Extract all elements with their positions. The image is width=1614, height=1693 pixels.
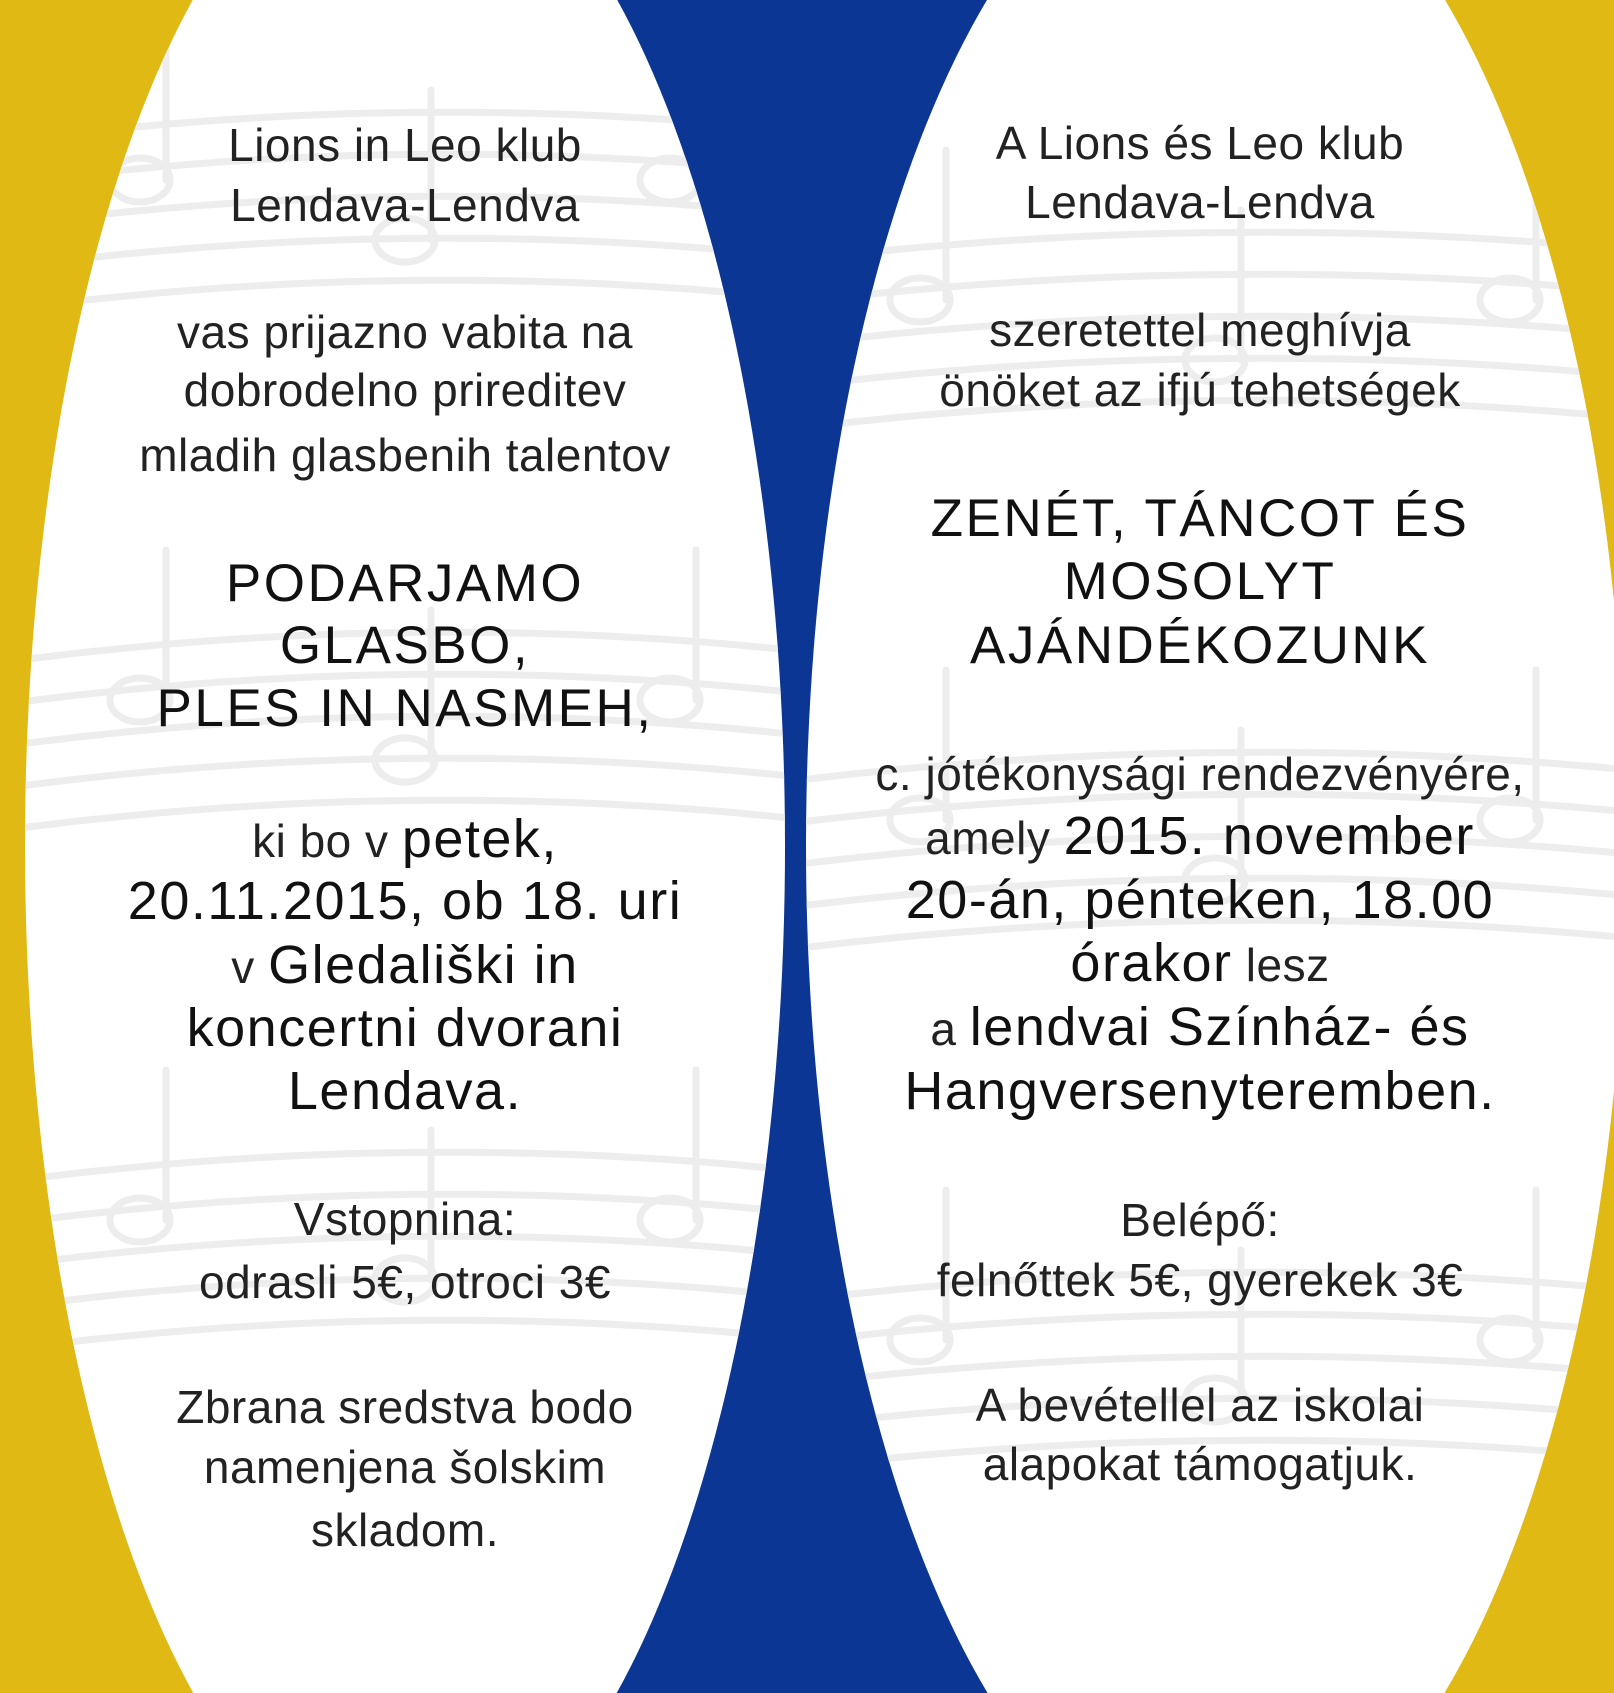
event-title-line3: AJÁNDÉKOZUNK xyxy=(970,616,1430,675)
where-prefix: a xyxy=(930,1003,970,1055)
ticket-prices: felnőttek 5€, gyerekek 3€ xyxy=(936,1254,1464,1306)
when-prefix: amely xyxy=(925,812,1064,864)
event-title-line2: GLASBO, xyxy=(279,616,531,675)
when-day: petek, xyxy=(401,809,558,869)
event-when-line1 xyxy=(865,805,1535,867)
event-name-line: c. jótékonysági rendezvényére, xyxy=(875,748,1525,800)
event-title-line1: ZENÉT, TÁNCOT ÉS xyxy=(930,489,1470,548)
event-title-line1: PODARJAMO xyxy=(225,554,585,613)
ticket-label: Vstopnina: xyxy=(293,1193,517,1245)
invite-line1: szeretettel meghívja xyxy=(989,304,1411,356)
where-prefix: v xyxy=(231,941,269,993)
event-where-line1 xyxy=(75,934,735,996)
ticket-prices: odrasli 5€, otroci 3€ xyxy=(199,1256,611,1308)
when-prefix: ki bo v xyxy=(252,815,402,867)
ticket-label: Belépő: xyxy=(1120,1194,1280,1246)
event-title-line3: PLES IN NASMEH, xyxy=(156,679,654,738)
event-when-line1 xyxy=(75,808,735,870)
invite-line2: önöket az ifjú tehetségek xyxy=(939,364,1461,416)
event-datetime: 20.11.2015, ob 18. uri xyxy=(127,871,683,931)
when-time-bold: órakor xyxy=(1070,933,1233,993)
venue-line1: Gledališki in xyxy=(268,935,579,995)
purpose-line3: skladom. xyxy=(310,1504,500,1556)
purpose-line2: namenjena šolskim xyxy=(203,1441,607,1493)
venue-line2: koncertni dvorani xyxy=(186,998,624,1058)
purpose-line2: alapokat támogatjuk. xyxy=(982,1438,1418,1490)
club-name-line1: A Lions és Leo klub xyxy=(995,117,1405,169)
venue-line1: lendvai Színház- és xyxy=(969,997,1470,1057)
invite-line3: mladih glasbenih talentov xyxy=(139,429,671,481)
when-suffix: lesz xyxy=(1232,939,1330,991)
event-when-line3 xyxy=(865,932,1535,994)
venue-line2: Hangversenyteremben. xyxy=(904,1061,1496,1121)
purpose-line1: Zbrana sredstva bodo xyxy=(176,1381,634,1433)
club-name-line1: Lions in Leo klub xyxy=(228,119,582,171)
venue-line3: Lendava. xyxy=(287,1061,523,1121)
club-name-line2: Lendava-Lendva xyxy=(230,179,580,231)
invite-line2: dobrodelno prireditev xyxy=(183,364,627,416)
event-title-line2: MOSOLYT xyxy=(1063,552,1337,611)
when-date: 2015. november xyxy=(1063,806,1475,866)
purpose-line1: A bevétellel az iskolai xyxy=(975,1379,1425,1431)
event-where-line1 xyxy=(865,996,1535,1058)
invite-line1: vas prijazno vabita na xyxy=(177,306,633,358)
club-name-line2: Lendava-Lendva xyxy=(1025,176,1375,228)
event-datetime: 20-án, pénteken, 18.00 xyxy=(905,870,1495,930)
